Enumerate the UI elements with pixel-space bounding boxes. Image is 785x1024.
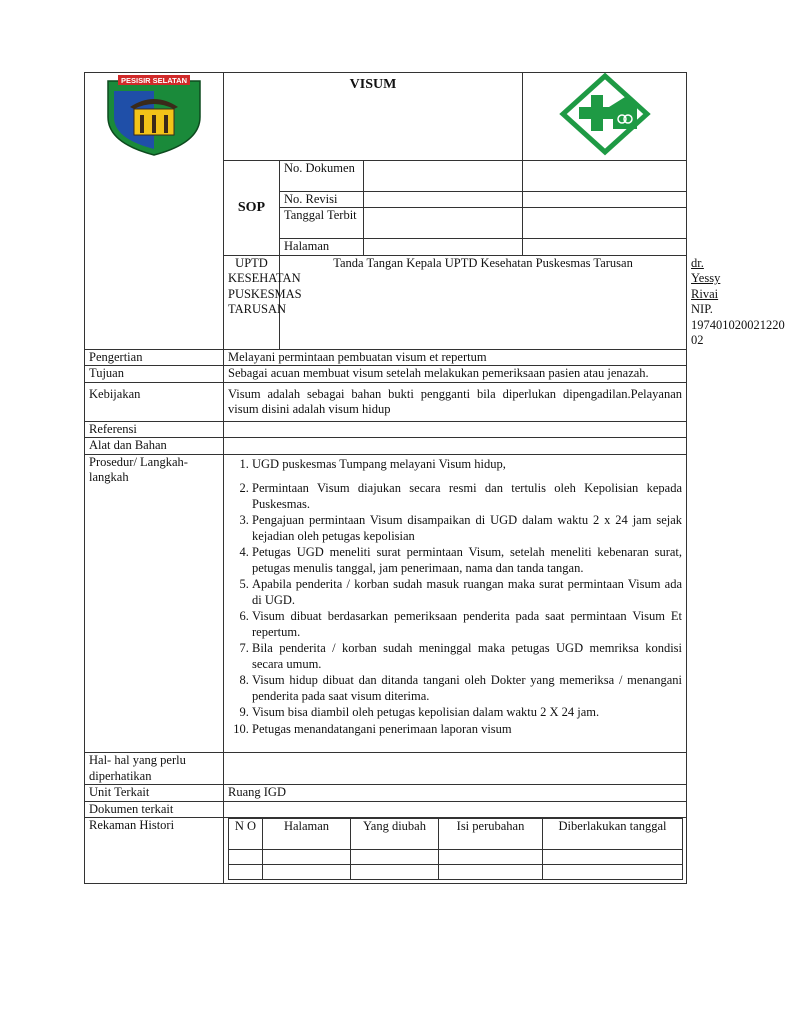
alat-bahan-label: Alat dan Bahan	[85, 438, 224, 455]
puskesmas-logo-icon	[559, 73, 651, 155]
hal-perlu-value	[224, 753, 687, 785]
prosedur-steps-cell	[224, 454, 687, 753]
history-header-halaman: Halaman	[263, 819, 351, 850]
step-item: 7. Bila penderita / korban sudah meninggal maka petugas UGD memriksa kondisi secara umum.	[252, 641, 682, 672]
puskesmas-logo-cell	[523, 73, 687, 161]
step-item: 1. UGD puskesmas Tumpang melayani Visum hidup,	[252, 457, 682, 473]
kebijakan-value: Visum adalah sebagai bahan bukti pengganti bila diperlukan dipengadilan.Pelayanan visum disini adalah visum hidup	[224, 382, 687, 421]
sop-label: SOP	[224, 160, 280, 255]
meta-extra-halaman	[523, 239, 687, 256]
meta-label-tanggal-terbit: Tanggal Terbit	[280, 208, 364, 239]
step-item: 6. Visum dibuat berdasarkan pemeriksaan penderita pada saat permintaan Visum Et repertum.	[252, 609, 682, 640]
dokumen-terkait-value	[224, 801, 687, 818]
pengertian-value: Melayani permintaan pembuatan visum et repertum	[224, 349, 687, 366]
step-item: 8. Visum hidup dibuat dan ditanda tangani oleh Dokter yang memeriksa / menangani penderita pada saat visum diterima.	[252, 673, 682, 704]
meta-value-no-dokumen	[364, 160, 523, 191]
history-header-diberlakukan: Diberlakukan tanggal	[543, 819, 683, 850]
unit-name: UPTD KESEHATAN PUSKESMAS TARUSAN	[224, 255, 280, 349]
referensi-value	[224, 421, 687, 438]
hal-perlu-label: Hal- hal yang perlu diperhatikan	[85, 753, 224, 785]
alat-bahan-value	[224, 438, 687, 455]
pesisir-selatan-logo-cell	[85, 73, 224, 350]
document-title: VISUM	[224, 73, 523, 161]
prosedur-steps-list	[228, 457, 682, 738]
meta-value-tanggal-terbit	[364, 208, 523, 239]
meta-value-halaman	[364, 239, 523, 256]
history-table	[228, 818, 683, 880]
meta-extra-no-dokumen	[523, 160, 687, 191]
rekaman-histori-label: Rekaman Histori	[85, 818, 224, 884]
history-header-isi-perubahan: Isi perubahan	[439, 819, 543, 850]
history-header-row	[229, 819, 683, 850]
meta-label-no-revisi: No. Revisi	[280, 191, 364, 208]
step-item: 9. Visum bisa diambil oleh petugas kepolisian dalam waktu 2 X 24 jam.	[252, 705, 682, 721]
step-item: 10. Petugas menandatangani penerimaan laporan visum	[252, 722, 682, 738]
unit-terkait-value: Ruang IGD	[224, 785, 687, 802]
sop-table: PESISIR SELATAN VISUM SOP No. Dokumen No. Revisi Tanggal Terbit Halaman UPTD KESEHATAN PUSKESMAS TARUSAN Tanda Tangan Kepala UPTD Kesehatan Puskesmas Tarusan dr. Yessy Rivai NIP. 197401020021220 02 Pengertian Melayani permintaan pembuatan visum et repertum Tujuan Sebagai acuan membuat visum setelah melakukan pemeriksaan pasien atau jenazah. Kebijakan Visum adalah sebagai bahan bukti pengganti bila diperlukan dipengadilan.Pelayanan visum disini adalah visum hidup Referensi Alat dan Bahan Prosedur/ Langkah-langkah 1. UGD puskesmas Tumpang melayani Visum hidup, 2. Permintaan Visum diajukan secara resmi dan tertulis oleh Kepolisian kepada Puskesmas. 3. Pengajuan permintaan Visum disampaikan di UGD dalam waktu 2 x 24 jam sejak kejadian oleh petugas kepolisian 4. Petugas UGD meneliti surat permintaan Visum, setelah meneliti kebenaran surat, petugas menulis tanggal, jam penerimaan, nama dan tanda tangan. 5. Apabila penderita / korban sudah masuk ruangan maka surat permintaan Visum ada di UGD. 6. Visum dibuat berdasarkan pemeriksaan penderita pada saat permintaan Visum Et repertum. 7. Bila penderita / korban sudah meninggal maka petugas UGD memriksa kondisi secara umum. 8. Visum hidup dibuat dan ditanda tangani oleh Dokter yang memeriksa / menangani penderita pada saat visum diterima. 9. Visum bisa diambil oleh petugas kepolisian dalam waktu 2 X 24 jam. 10. Petugas menandatangani penerimaan laporan visum Hal- hal yang perlu diperhatikan Unit Terkait Ruang IGD Dokumen terkait Rekaman Histori N O Halaman Yang diubah Isi perubahan Diberlakukan tanggal	[84, 72, 687, 884]
meta-label-no-dokumen: No. Dokumen	[280, 160, 364, 191]
step-item: 4. Petugas UGD meneliti surat permintaan Visum, setelah meneliti kebenaran surat, petugas menulis tanggal, jam penerimaan, nama dan tanda tangan.	[252, 545, 682, 576]
rekaman-histori-cell	[224, 818, 687, 884]
meta-extra-no-revisi	[523, 191, 687, 208]
step-item: 5. Apabila penderita / korban sudah masuk ruangan maka surat permintaan Visum ada di UGD.	[252, 577, 682, 608]
signature-label: Tanda Tangan Kepala UPTD Kesehatan Puskesmas Tarusan	[280, 255, 687, 349]
history-header-yang-diubah: Yang diubah	[351, 819, 439, 850]
meta-extra-tanggal-terbit	[523, 208, 687, 239]
table-row	[229, 850, 683, 865]
dokumen-terkait-label: Dokumen terkait	[85, 801, 224, 818]
pesisir-selatan-logo	[104, 73, 204, 157]
kebijakan-label: Kebijakan	[85, 382, 224, 421]
sop-document	[84, 72, 785, 884]
unit-terkait-label: Unit Terkait	[85, 785, 224, 802]
table-row	[229, 865, 683, 880]
step-item: 3. Pengajuan permintaan Visum disampaikan di UGD dalam waktu 2 x 24 jam sejak kejadian oleh petugas kepolisian	[252, 513, 682, 544]
pengertian-label: Pengertian	[85, 349, 224, 366]
history-header-no: N O	[229, 819, 263, 850]
step-item: 2. Permintaan Visum diajukan secara resmi dan tertulis oleh Kepolisian kepada Puskesmas.	[252, 481, 682, 512]
referensi-label: Referensi	[85, 421, 224, 438]
meta-value-no-revisi	[364, 191, 523, 208]
meta-label-halaman: Halaman	[280, 239, 364, 256]
tujuan-value: Sebagai acuan membuat visum setelah melakukan pemeriksaan pasien atau jenazah.	[224, 366, 687, 383]
logo-caption: PESISIR SELATAN	[121, 76, 187, 85]
prosedur-label: Prosedur/ Langkah-langkah	[85, 454, 224, 753]
tujuan-label: Tujuan	[85, 366, 224, 383]
